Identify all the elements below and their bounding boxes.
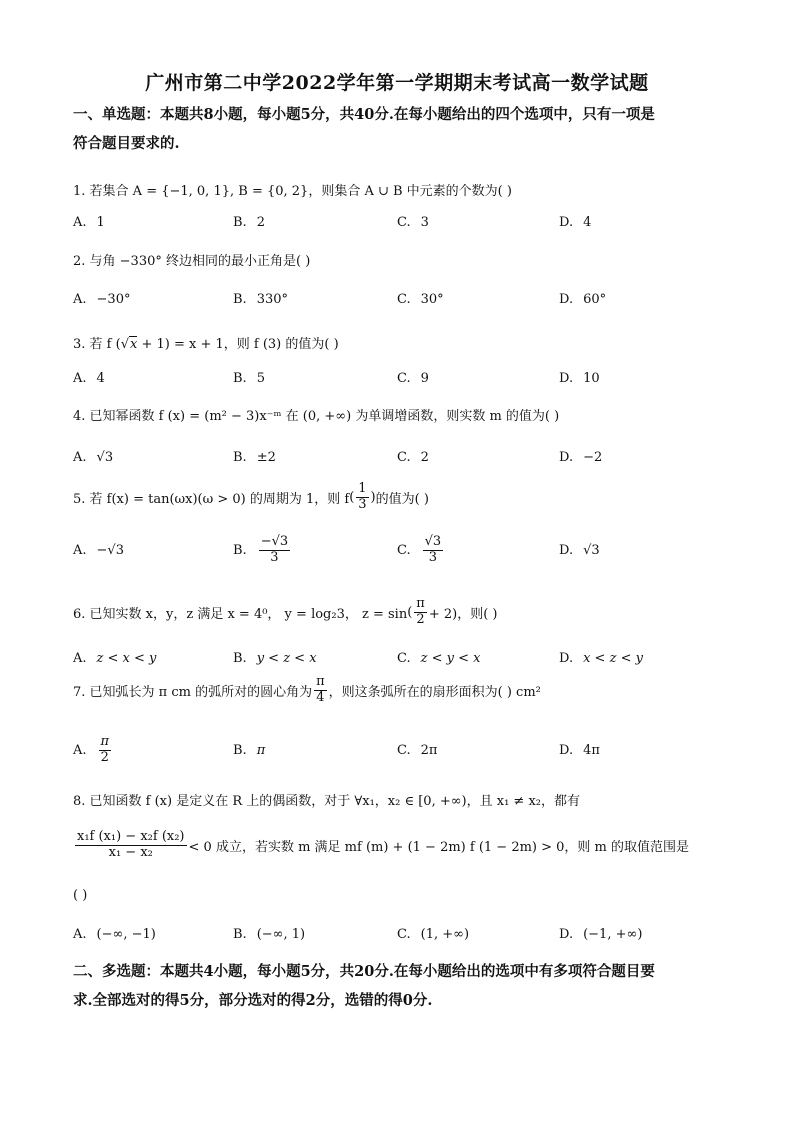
question-5-option-b: B. $\frac{-√3}{3}$ (233, 533, 289, 565)
question-8-option-d: D. (−1, +∞) (559, 926, 643, 942)
question-4-option-c: C. 2 (397, 449, 429, 465)
question-8-option-b: B. (−∞, 1) (233, 926, 306, 942)
question-8-line-2: $\frac{\text{x₁f (x₁) − x₂f (x₂)}}{\text{x₁ − x₂}}$ < 0 成立，若实数 m 满足 mf (m) + (1 − 2m) f (1 − 2m) > 0，则 m 的取值范围是 (77, 829, 690, 860)
question-8-fraction: $\frac{\text{x₁f (x₁) − x₂f (x₂)}}{\text{x₁ − x₂}}$ (77, 829, 185, 860)
question-3-option-b: B. 5 (233, 370, 265, 386)
question-8-line-1: 8. 已知函数 f (x) 是定义在 R 上的偶函数，对于 ∀x₁，x₂ ∈ [0, +∞)，且 x₁ ≠ x₂，都有 (73, 794, 581, 809)
question-2-option-c: C. 30° (397, 291, 444, 307)
question-8-line-3: ( ) (73, 888, 88, 903)
question-4-option-d: D. −2 (559, 449, 603, 465)
question-7-option-c: C. 2π (397, 742, 438, 758)
question-6-option-d: D. x < z < y (559, 650, 643, 666)
section-1-heading (73, 100, 733, 158)
question-2-stem: 2. 与角 −330° 终边相同的最小正角是( ) (73, 254, 311, 269)
question-5-option-c: C. $\frac{√3}{3}$ (397, 533, 442, 565)
question-6-option-b: B. y < z < x (233, 650, 317, 666)
question-6-options (73, 643, 733, 673)
question-7-option-b: B. π (233, 742, 266, 758)
question-6-option-c: C. z < y < x (397, 650, 481, 666)
question-8-options (73, 919, 733, 949)
question-1-option-c: C. 3 (397, 214, 429, 230)
question-7-option-d: D. 4π (559, 742, 600, 758)
question-7-stem: 7. 已知弧长为 π cm 的弧所对的圆心角为 $\frac{\pi}{4}$ ，则这条弧所在的扇形面积为( ) cm² (73, 674, 541, 705)
question-7-option-a: A. $\frac{\pi}{2}$ (73, 733, 110, 765)
question-4-stem: 4. 已知幂函数 f (x) = (m² − 3)x⁻ᵐ 在 (0, +∞) 为单调增函数，则实数 m 的值为( ) (73, 409, 560, 424)
question-7-options (73, 730, 733, 770)
question-2-options (73, 284, 733, 314)
question-3-option-c: C. 9 (397, 370, 429, 386)
question-7-fraction: $\frac{\pi}{4}$ (316, 674, 325, 705)
section-2-line-2: 求.全部选对的得5分，部分选对的得2分，选错的得0分. (73, 992, 433, 1009)
question-3-option-a: A. 4 (73, 370, 105, 386)
question-8-option-a: A. (−∞, −1) (73, 926, 156, 942)
question-6-fraction: $\frac{\pi}{2}$ (416, 596, 425, 627)
question-2-option-d: D. 60° (559, 291, 607, 307)
question-1-stem: 1. 若集合 A = {−1, 0, 1}, B = {0, 2}，则集合 A ∪ B 中元素的个数为( ) (73, 184, 512, 199)
question-4-options (73, 442, 733, 472)
question-6-option-a: A. z < x < y (73, 650, 157, 666)
question-4-option-b: B. ±2 (233, 449, 276, 465)
question-2-option-a: A. −30° (73, 291, 131, 307)
question-1-option-a: A. 1 (73, 214, 105, 230)
question-8-option-c: C. (1, +∞) (397, 926, 470, 942)
question-3-option-d: D. 10 (559, 370, 600, 386)
question-5-option-a: A. −√3 (73, 542, 124, 558)
section-2-line-1: 二、多选题：本题共4小题，每小题5分，共20分.在每小题给出的选项中有多项符合题目要 (73, 963, 655, 980)
question-1-option-b: B. 2 (233, 214, 265, 230)
question-5-fraction: $\frac{1}{3}$ (358, 481, 367, 512)
section-1-line-1: 一、单选题：本题共8小题，每小题5分，共40分.在每小题给出的四个选项中，只有一项是 (73, 106, 655, 123)
question-2-option-b: B. 330° (233, 291, 289, 307)
question-3-stem: 3. 若 f (√x + 1) = x + 1，则 f (3) 的值为( ) (73, 337, 339, 352)
question-5-stem: 5. 若 f(x) = tan(ωx)(ω > 0) 的周期为 1，则 f ( $\frac{1}{3}$ ) 的值为( ) (73, 481, 429, 512)
question-5-options (73, 530, 733, 570)
question-1-options (73, 207, 733, 237)
question-4-option-a: A. √3 (73, 449, 114, 465)
exam-title: 广州市第二中学2022学年第一学期期末考试高一数学试题 (145, 72, 649, 94)
question-5-option-d: D. √3 (559, 542, 600, 558)
section-2-heading (73, 957, 733, 1015)
question-3-options (73, 363, 733, 393)
section-1-line-2: 符合题目要求的. (73, 135, 180, 152)
question-6-stem: 6. 已知实数 x，y，z 满足 x = 4⁰， y = log₂3， z = sin ( $\frac{\pi}{2}$ + 2)，则( ) (73, 596, 498, 627)
question-1-option-d: D. 4 (559, 214, 592, 230)
